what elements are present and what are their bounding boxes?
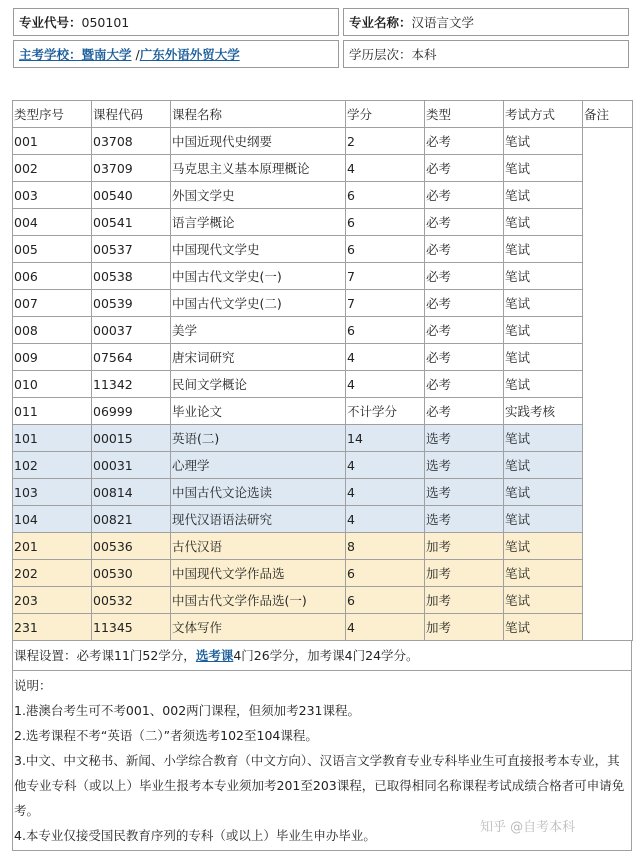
course-exam: 实践考核 xyxy=(504,398,583,425)
course-credit: 4 xyxy=(346,371,425,398)
course-credit: 不计学分 xyxy=(346,398,425,425)
course-seq: 001 xyxy=(13,128,92,155)
course-exam: 笔试 xyxy=(504,506,583,533)
course-seq: 009 xyxy=(13,344,92,371)
course-code: 00538 xyxy=(92,263,171,290)
note-item: 4.本专业仅接受国民教育序列的专科（或以上）毕业生申办毕业。 xyxy=(14,828,376,843)
table-row xyxy=(13,182,633,209)
table-row xyxy=(13,587,633,614)
summary-cell xyxy=(13,641,632,671)
col-header-seq: 类型序号 xyxy=(13,101,92,128)
course-exam: 笔试 xyxy=(504,290,583,317)
course-type: 必考 xyxy=(425,128,504,155)
course-credit: 14 xyxy=(346,425,425,452)
course-exam: 笔试 xyxy=(504,452,583,479)
course-exam: 笔试 xyxy=(504,182,583,209)
course-type: 加考 xyxy=(425,560,504,587)
course-exam: 笔试 xyxy=(504,425,583,452)
course-code: 00537 xyxy=(92,236,171,263)
note-item: 3.中文、中文秘书、新闻、小学综合教育（中文方向）、汉语言文学教育专业专科毕业生可直接报考本专业，其他专业专科（或以上）毕业生报考本专业须加考201至203课程，已取得相同名称课程考试成绩合格者可申请免考。 xyxy=(14,753,625,818)
course-type: 必考 xyxy=(425,236,504,263)
course-type: 必考 xyxy=(425,398,504,425)
table-row xyxy=(13,425,633,452)
course-type: 必考 xyxy=(425,155,504,182)
table-row xyxy=(13,560,633,587)
elective-courses-link[interactable]: 选考课 xyxy=(195,648,234,663)
course-remark xyxy=(583,128,633,641)
course-exam: 笔试 xyxy=(504,155,583,182)
course-code: 00536 xyxy=(92,533,171,560)
course-credit: 4 xyxy=(346,155,425,182)
course-credit: 6 xyxy=(346,209,425,236)
table-row xyxy=(13,263,633,290)
course-name: 中国现代文学作品选 xyxy=(171,560,346,587)
table-row xyxy=(13,533,633,560)
program-name-value: 汉语言文学 xyxy=(411,15,475,30)
course-credit: 4 xyxy=(346,452,425,479)
course-name: 英语(二) xyxy=(171,425,346,452)
course-type: 必考 xyxy=(425,290,504,317)
col-header-type: 类型 xyxy=(425,101,504,128)
course-type: 加考 xyxy=(425,587,504,614)
course-seq: 008 xyxy=(13,317,92,344)
col-header-exam: 考试方式 xyxy=(504,101,583,128)
course-type: 必考 xyxy=(425,263,504,290)
course-type: 必考 xyxy=(425,344,504,371)
course-exam: 笔试 xyxy=(504,614,583,641)
table-row xyxy=(13,452,633,479)
course-type: 必考 xyxy=(425,182,504,209)
col-header-name: 课程名称 xyxy=(171,101,346,128)
course-exam: 笔试 xyxy=(504,533,583,560)
program-code-value: 050101 xyxy=(81,15,130,30)
course-type: 选考 xyxy=(425,425,504,452)
course-table-header xyxy=(13,101,633,128)
course-seq: 231 xyxy=(13,614,92,641)
school-label-link[interactable]: 主考学校： xyxy=(19,47,82,62)
col-header-credit: 学分 xyxy=(346,101,425,128)
course-credit: 4 xyxy=(346,614,425,641)
course-exam: 笔试 xyxy=(504,128,583,155)
col-header-code: 课程代码 xyxy=(92,101,171,128)
course-exam: 笔试 xyxy=(504,236,583,263)
course-code: 00814 xyxy=(92,479,171,506)
course-credit: 7 xyxy=(346,263,425,290)
course-code: 00541 xyxy=(92,209,171,236)
course-seq: 004 xyxy=(13,209,92,236)
course-name: 中国古代文论选读 xyxy=(171,479,346,506)
course-type: 必考 xyxy=(425,371,504,398)
summary-suffix: 4门26学分，加考课4门24学分。 xyxy=(233,648,419,663)
course-seq: 203 xyxy=(13,587,92,614)
course-credit: 6 xyxy=(346,587,425,614)
course-credit: 6 xyxy=(346,236,425,263)
course-name: 心理学 xyxy=(171,452,346,479)
course-exam: 笔试 xyxy=(504,587,583,614)
course-code: 00031 xyxy=(92,452,171,479)
course-exam: 笔试 xyxy=(504,209,583,236)
course-credit: 7 xyxy=(346,290,425,317)
course-code: 00821 xyxy=(92,506,171,533)
notes-title: 说明： xyxy=(14,678,52,693)
course-code: 03709 xyxy=(92,155,171,182)
program-code-label: 专业代号： xyxy=(19,15,82,30)
table-row xyxy=(13,236,633,263)
course-seq: 011 xyxy=(13,398,92,425)
course-type: 加考 xyxy=(425,614,504,641)
table-row xyxy=(13,290,633,317)
table-row xyxy=(13,398,633,425)
course-exam: 笔试 xyxy=(504,263,583,290)
course-name: 马克思主义基本原理概论 xyxy=(171,155,346,182)
course-type: 必考 xyxy=(425,317,504,344)
table-row xyxy=(13,479,633,506)
course-type: 选考 xyxy=(425,452,504,479)
course-exam: 笔试 xyxy=(504,344,583,371)
course-seq: 002 xyxy=(13,155,92,182)
course-seq: 202 xyxy=(13,560,92,587)
table-row xyxy=(13,317,633,344)
table-row xyxy=(13,614,633,641)
course-exam: 笔试 xyxy=(504,560,583,587)
course-type: 必考 xyxy=(425,209,504,236)
course-name: 毕业论文 xyxy=(171,398,346,425)
level-cell xyxy=(344,41,629,68)
course-exam: 笔试 xyxy=(504,371,583,398)
course-credit: 4 xyxy=(346,344,425,371)
course-seq: 102 xyxy=(13,452,92,479)
course-name: 中国古代文学作品选(一) xyxy=(171,587,346,614)
course-name: 文体写作 xyxy=(171,614,346,641)
table-row xyxy=(13,128,633,155)
school-separator: / xyxy=(131,47,140,62)
course-code: 11345 xyxy=(92,614,171,641)
watermark: 知乎 @自考本科 xyxy=(480,820,576,835)
course-name: 中国古代文学史(二) xyxy=(171,290,346,317)
course-name: 现代汉语语法研究 xyxy=(171,506,346,533)
note-item: 2.选考课程不考“英语（二）”者须选考102至104课程。 xyxy=(14,728,318,743)
course-type: 选考 xyxy=(425,506,504,533)
course-code: 00540 xyxy=(92,182,171,209)
school-cell xyxy=(14,41,339,68)
program-name-cell xyxy=(344,9,629,36)
summary-prefix: 课程设置：必考课11门52学分， xyxy=(14,648,196,663)
course-credit: 6 xyxy=(346,182,425,209)
course-name: 中国近现代史纲要 xyxy=(171,128,346,155)
course-name: 唐宋词研究 xyxy=(171,344,346,371)
course-type: 加考 xyxy=(425,533,504,560)
course-name: 中国古代文学史(一) xyxy=(171,263,346,290)
course-seq: 101 xyxy=(13,425,92,452)
level-value: 本科 xyxy=(411,47,437,62)
course-seq: 103 xyxy=(13,479,92,506)
table-row xyxy=(13,371,633,398)
course-seq: 010 xyxy=(13,371,92,398)
course-type: 选考 xyxy=(425,479,504,506)
course-name: 古代汉语 xyxy=(171,533,346,560)
school-link-gdufs[interactable]: 广东外语外贸大学 xyxy=(139,47,240,62)
course-credit: 8 xyxy=(346,533,425,560)
course-credit: 4 xyxy=(346,506,425,533)
course-code: 00530 xyxy=(92,560,171,587)
course-exam: 笔试 xyxy=(504,479,583,506)
table-row xyxy=(13,506,633,533)
program-info-table xyxy=(13,8,629,68)
table-row xyxy=(13,155,633,182)
course-code: 03708 xyxy=(92,128,171,155)
course-credit: 2 xyxy=(346,128,425,155)
course-code: 11342 xyxy=(92,371,171,398)
table-row xyxy=(13,344,633,371)
note-item: 1.港澳台考生可不考001、002两门课程，但须加考231课程。 xyxy=(14,703,361,718)
program-name-label: 专业名称： xyxy=(349,15,412,30)
course-seq: 006 xyxy=(13,263,92,290)
course-code: 06999 xyxy=(92,398,171,425)
course-seq: 007 xyxy=(13,290,92,317)
course-seq: 003 xyxy=(13,182,92,209)
course-code: 00539 xyxy=(92,290,171,317)
course-code: 00532 xyxy=(92,587,171,614)
level-label: 学历层次： xyxy=(349,47,412,62)
program-code-cell xyxy=(14,9,339,36)
course-exam: 笔试 xyxy=(504,317,583,344)
course-code: 07564 xyxy=(92,344,171,371)
course-code: 00015 xyxy=(92,425,171,452)
course-credit: 6 xyxy=(346,317,425,344)
table-row xyxy=(13,209,633,236)
course-seq: 104 xyxy=(13,506,92,533)
course-name: 外国文学史 xyxy=(171,182,346,209)
course-seq: 005 xyxy=(13,236,92,263)
course-name: 美学 xyxy=(171,317,346,344)
col-header-remark: 备注 xyxy=(583,101,633,128)
course-name: 民间文学概论 xyxy=(171,371,346,398)
course-credit: 6 xyxy=(346,560,425,587)
course-name: 语言学概论 xyxy=(171,209,346,236)
school-link-jinan[interactable]: 暨南大学 xyxy=(81,47,132,62)
course-table xyxy=(12,100,633,641)
course-name: 中国现代文学史 xyxy=(171,236,346,263)
course-seq: 201 xyxy=(13,533,92,560)
course-code: 00037 xyxy=(92,317,171,344)
course-credit: 4 xyxy=(346,479,425,506)
